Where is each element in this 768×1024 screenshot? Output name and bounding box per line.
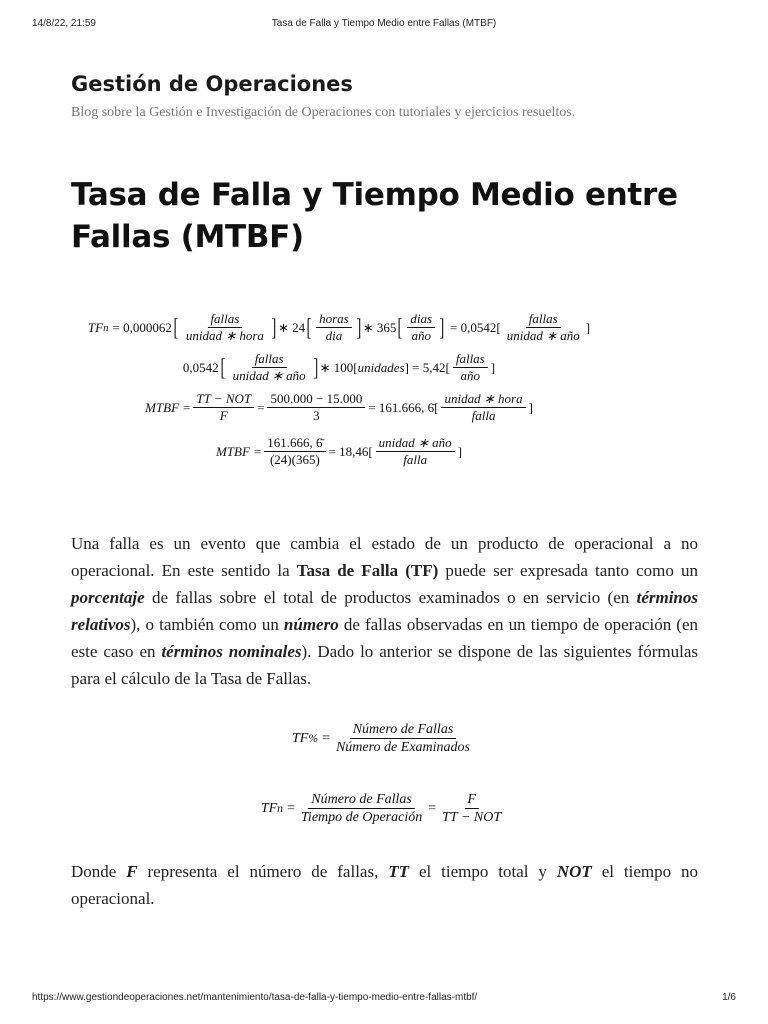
formula-result: = 161.666, 6̄[	[368, 399, 439, 415]
intro-paragraph	[71, 530, 698, 692]
fraction	[407, 312, 435, 344]
print-header	[32, 18, 736, 32]
site-title-link[interactable]: Gestión de Operaciones	[71, 72, 353, 96]
fraction	[442, 392, 526, 424]
formula-lhs: TF	[292, 730, 309, 746]
fraction-denominator: unidad ∗ año	[506, 328, 580, 344]
print-footer	[32, 992, 736, 1006]
formula-tf-n-annual: TF n = 0,000062 [ $\frac{\text{fallas}}{\text{unidad ∗ hora}}$ ] ∗ 24 [ $\frac{\text{horas}}{\text{dia}}$ ] ∗ 365 [ $\frac{\text{dias}}{\text{año}}$ ] = 0,0542[ $\frac{\text{fallas}}{\text{unidad ∗ año}}$ ]	[87, 311, 591, 344]
fraction-numerator: 500.000 − 15.000	[268, 392, 366, 408]
text-run: ). Dado lo anterior se dispone de las siguientes fórmulas para el cálculo de la Tasa de Fallas.	[71, 642, 699, 688]
print-url: https://www.gestiondeoperaciones.net/mantenimiento/tasa-de-falla-y-tiempo-medio-entre-fallas-mtbf/	[32, 992, 478, 1003]
fraction-numerator: dias	[407, 312, 435, 328]
formula-tf-nominal	[0, 792, 768, 832]
formula-result: ] = 5,42[	[404, 359, 450, 375]
fraction-denominator: TT − NOT	[442, 810, 502, 826]
formula-multiplier: ∗ 24	[277, 319, 306, 335]
term-terminos-nominales: términos nominales	[161, 642, 302, 661]
formula-equals: =	[322, 730, 330, 746]
formula-close: ]	[585, 319, 591, 335]
site-tagline: Blog sobre la Gestión e Investigación de Operaciones con tutoriales y ejercicios resueltos.	[71, 105, 576, 120]
formula-tf-percent	[0, 722, 768, 762]
formula-result: = 18,46[	[328, 443, 373, 459]
fraction-numerator: Número de Fallas	[308, 792, 415, 809]
term-terminos-relativos: términos relativos	[71, 588, 698, 634]
fraction	[183, 312, 267, 344]
print-date: 14/8/22, 21:59	[32, 18, 96, 29]
text-run: representa el número de fallas,	[137, 862, 389, 881]
fraction	[504, 312, 583, 344]
fraction	[453, 352, 488, 384]
fraction-denominator: (24)(365)	[269, 452, 320, 468]
formula-lhs: TF	[87, 319, 104, 335]
formula-lhs-sub: %	[308, 732, 319, 746]
fraction-numerator: Número de Fallas	[350, 722, 457, 739]
text-run: de fallas observadas en un tiempo de operación (en este caso en	[71, 615, 698, 661]
fraction	[333, 722, 473, 756]
fraction	[439, 792, 504, 826]
fraction-numerator: unidad ∗ año	[376, 436, 455, 452]
formula-equals: =	[287, 800, 295, 816]
fraction	[264, 436, 325, 468]
formula-mtbf-hours	[0, 392, 768, 426]
text-run: Una falla es un evento que cambia el estado de un producto de operacional a no operacional. En este sentido la	[71, 534, 698, 580]
formula-lead: 0,0542	[182, 359, 219, 375]
formula-equals: =	[428, 800, 437, 816]
variables-paragraph	[71, 858, 698, 912]
text-run: Donde	[71, 862, 127, 881]
post-title: Tasa de Falla y Tiempo Medio entre Fallas (MTBF)	[71, 177, 678, 255]
variable-not: NOT	[556, 862, 592, 881]
fraction-numerator: fallas	[526, 312, 561, 328]
fraction-denominator: falla	[471, 408, 496, 424]
fraction-denominator: año	[460, 368, 481, 384]
formula-equals: =	[257, 399, 265, 415]
formula-equals: =	[183, 399, 191, 415]
fraction-denominator: unidad ∗ año	[232, 368, 306, 384]
formula-result: = 0,0542[	[450, 319, 501, 335]
print-document-title: Tasa de Falla y Tiempo Medio entre Fallas (MTBF)	[271, 18, 497, 29]
fraction-numerator: fallas	[252, 352, 287, 368]
text-run: de fallas sobre el total de productos examinados o en servicio (en	[144, 588, 637, 607]
variable-tt: TT	[388, 862, 410, 881]
fraction-denominator: año	[411, 328, 431, 344]
formula-lhs: MTBF	[145, 399, 180, 415]
formula-tf-n-total: 0,0542 [ $\frac{\text{fallas}}{\text{unidad ∗ año}}$ ] ∗ 100[ unidades ] = 5,42[ $\frac{\text{fallas}}{\text{año}}$ ]	[182, 351, 496, 384]
text-run: el tiempo no operacional.	[71, 862, 699, 908]
fraction	[193, 392, 254, 424]
term-porcentaje: porcentaje	[71, 588, 145, 607]
text-run: ), o también como un	[130, 615, 284, 634]
fraction	[230, 352, 309, 384]
formula-lhs-sub: n	[277, 802, 284, 816]
fraction-numerator: fallas	[453, 352, 488, 368]
formula-close: ]	[457, 443, 463, 459]
formula-multiplier: ∗ 100[	[319, 359, 358, 375]
fraction	[376, 436, 455, 468]
fraction-denominator: Número de Examinados	[335, 740, 470, 756]
formula-close: ]	[528, 399, 533, 415]
fraction-numerator: TT − NOT	[193, 392, 254, 408]
fraction-numerator: horas	[316, 312, 352, 328]
term-tasa-de-falla: Tasa de Falla (TF)	[296, 561, 439, 580]
formula-multiplier: ∗ 365	[362, 319, 397, 335]
term-numero: número	[283, 615, 339, 634]
formula-equals: =	[253, 443, 262, 459]
text-run: puede ser expresada tanto como un	[438, 561, 698, 580]
text-run: el tiempo total y	[409, 862, 557, 881]
fraction	[298, 792, 425, 826]
fraction-denominator: 3	[313, 408, 320, 424]
fraction-denominator: falla	[403, 452, 428, 468]
fraction-numerator: F	[464, 792, 479, 809]
print-page-number: 1/6	[722, 992, 736, 1003]
variable-f: F	[126, 862, 138, 881]
fraction	[316, 312, 352, 344]
fraction-denominator: F	[219, 408, 228, 424]
fraction-numerator: 161.666, 6̄	[264, 436, 325, 452]
fraction-numerator: fallas	[207, 312, 242, 328]
formula-coefficient: = 0,000062	[112, 319, 172, 335]
fraction-numerator: unidad ∗ hora	[442, 392, 526, 408]
formula-lhs-sub: n	[103, 321, 109, 334]
formula-lhs: TF	[260, 800, 278, 816]
fraction-denominator: Tiempo de Operación	[300, 810, 423, 826]
formula-units: unidades	[357, 359, 405, 375]
fraction	[268, 392, 366, 424]
fraction-denominator: dia	[325, 328, 343, 344]
formula-mtbf-years	[0, 436, 768, 470]
formula-close: ]	[490, 359, 496, 375]
formula-lhs: MTBF	[215, 443, 250, 459]
fraction-denominator: unidad ∗ hora	[185, 328, 264, 344]
